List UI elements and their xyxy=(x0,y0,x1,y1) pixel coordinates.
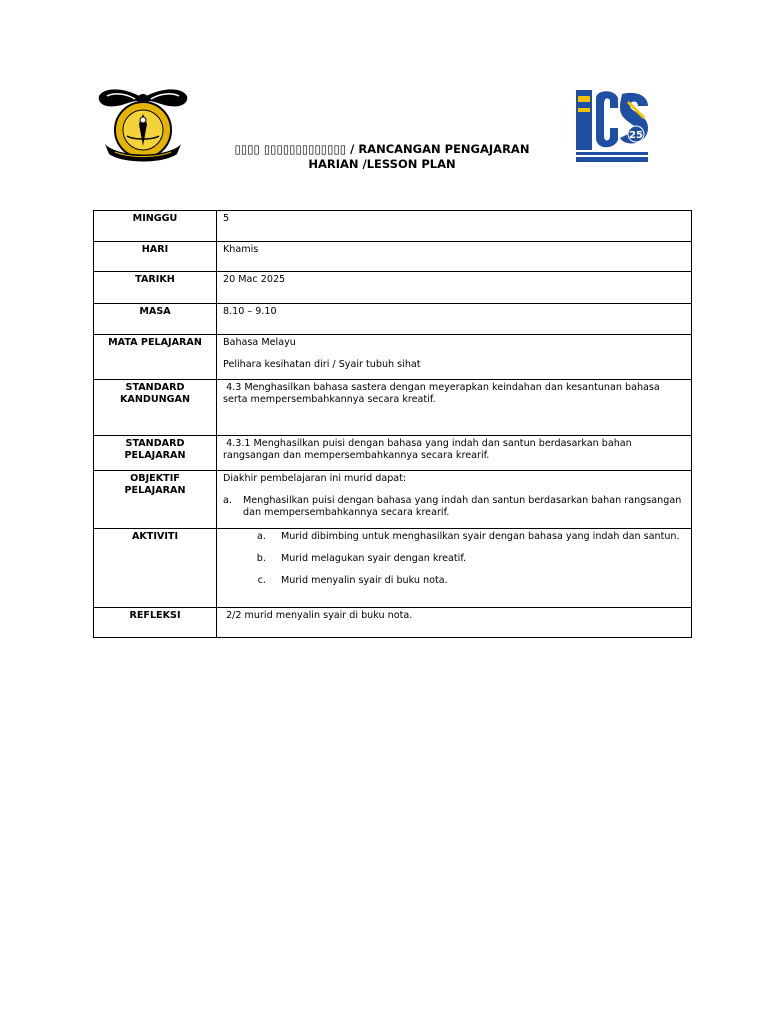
ts25-logo-icon xyxy=(574,88,650,164)
title-line-1: ▯▯▯▯ ▯▯▯▯▯▯▯▯▯▯▯▯▯ / RANCANGAN PENGAJARAN xyxy=(234,142,530,156)
activity-item: c. Murid menyalin syair di buku nota. xyxy=(269,575,685,587)
activity-list xyxy=(223,531,685,587)
row-aktiviti xyxy=(94,529,692,608)
row-minggu xyxy=(94,211,692,242)
label-mata-pelajaran: MATA PELAJARAN xyxy=(94,335,217,380)
lesson-plan-table xyxy=(93,210,692,638)
objective-item xyxy=(223,495,685,519)
label-aktiviti: AKTIVITI xyxy=(94,529,217,608)
value-masa: 8.10 – 9.10 xyxy=(217,304,692,335)
subject-topic: Pelihara kesihatan diri / Syair tubuh sihat xyxy=(223,359,421,370)
row-tarikh xyxy=(94,272,692,304)
value-tarikh: 20 Mac 2025 xyxy=(217,272,692,304)
objective-marker: a. xyxy=(223,495,232,506)
objective-intro: Diakhir pembelajaran ini murid dapat: xyxy=(223,473,407,484)
value-standard-kandungan: 4.3 Menghasilkan bahasa sastera dengan meyerapkan keindahan dan kesantunan bahasa serta mempersembahkannya secara kreatif. xyxy=(217,380,692,436)
label-minggu: MINGGU xyxy=(94,211,217,242)
value-refleksi: 2/2 murid menyalin syair di buku nota. xyxy=(217,608,692,638)
value-mata-pelajaran xyxy=(217,335,692,380)
activity-item: a. Murid dibimbing untuk menghasilkan syair dengan bahasa yang indah dan santun. xyxy=(269,531,685,543)
page-title xyxy=(200,142,564,172)
row-masa xyxy=(94,304,692,335)
value-hari: Khamis xyxy=(217,242,692,272)
value-objektif xyxy=(217,471,692,529)
row-standard-kandungan xyxy=(94,380,692,436)
row-refleksi xyxy=(94,608,692,638)
row-mata-pelajaran xyxy=(94,335,692,380)
row-hari xyxy=(94,242,692,272)
subject-name: Bahasa Melayu xyxy=(223,337,296,348)
activity-item: b. Murid melagukan syair dengan kreatif. xyxy=(269,553,685,565)
label-tarikh: TARIKH xyxy=(94,272,217,304)
objective-text: Menghasilkan puisi dengan bahasa yang indah dan santun berdasarkan bahan rangsangan dan mempersembahkannya secara krearif. xyxy=(243,495,682,518)
value-minggu: 5 xyxy=(217,211,692,242)
label-masa: MASA xyxy=(94,304,217,335)
value-aktiviti xyxy=(217,529,692,608)
label-hari: HARI xyxy=(94,242,217,272)
row-standard-pelajaran xyxy=(94,436,692,471)
label-objektif: OBJEKTIF PELAJARAN xyxy=(94,471,217,529)
state-crest-icon xyxy=(97,86,189,166)
title-line-2: HARIAN /LESSON PLAN xyxy=(308,157,456,171)
ts25-badge-text: 25 xyxy=(629,130,643,141)
label-standard-kandungan: STANDARD KANDUNGAN xyxy=(94,380,217,436)
row-objektif xyxy=(94,471,692,529)
label-standard-pelajaran: STANDARD PELAJARAN xyxy=(94,436,217,471)
label-refleksi: REFLEKSI xyxy=(94,608,217,638)
value-standard-pelajaran: 4.3.1 Menghasilkan puisi dengan bahasa yang indah dan santun berdasarkan bahan rangsangan dan mempersembahkannya secara krearif. xyxy=(217,436,692,471)
